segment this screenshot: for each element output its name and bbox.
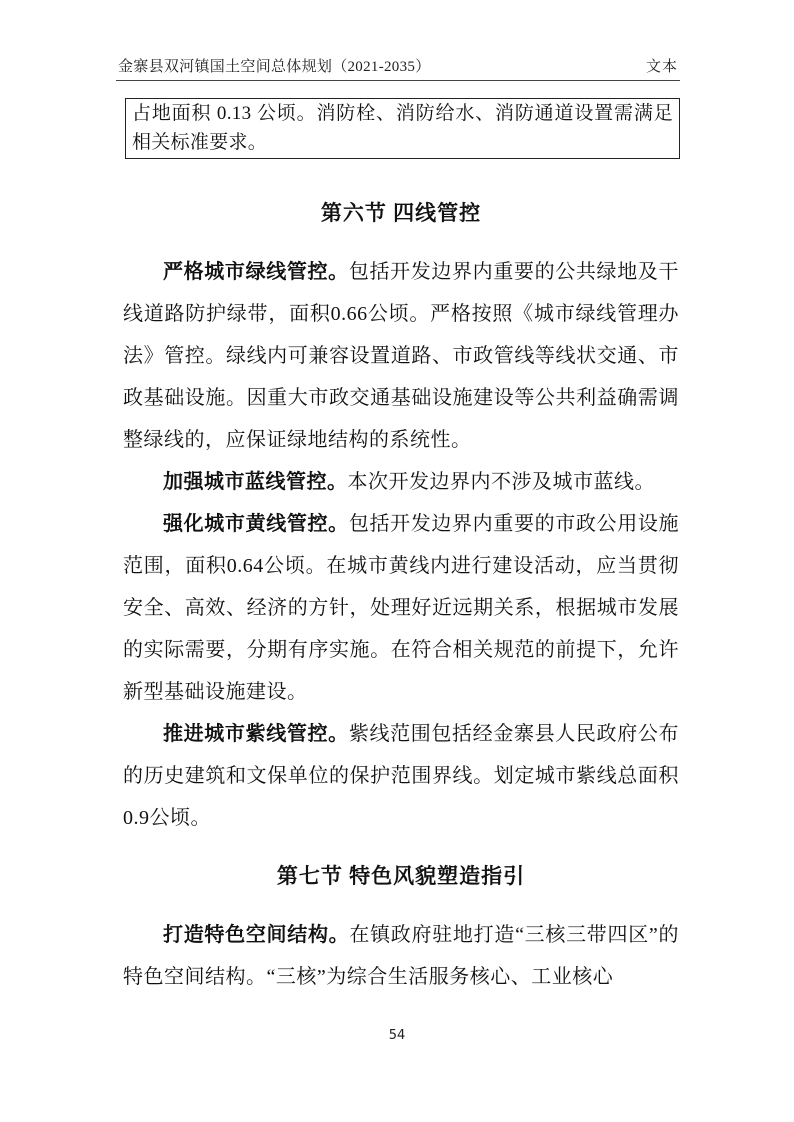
page-number: 54	[388, 1028, 406, 1043]
paragraph-lead: 打造特色空间结构。	[163, 924, 350, 946]
main-content	[123, 176, 679, 998]
running-header-section: 文本	[645, 59, 678, 75]
paragraph-lead: 严格城市绿线管控。	[163, 261, 349, 283]
section-title-four-lines: 第六节 四线管控	[320, 201, 482, 225]
header-divider	[116, 80, 680, 81]
paragraph-text: 包括开发边界内重要的市政公用设施范围，面积0.64公顷。在城市黄线内进行建设活动，应当贯彻安全、高效、经济的方针，处理好近远期关系，根据城市发展的实际需要，分期有序实施。在符合相关规范的前提下，允许新型基础设施建设。	[123, 513, 679, 703]
paragraph-text: 包括开发边界内重要的公共绿地及干线道路防护绿带，面积0.66公顷。严格按照《城市绿线管理办法》管控。绿线内可兼容设置道路、市政管线等线状交通、市政基础设施。因重大市政交通基础设施建设等公共利益确需调整绿线的，应保证绿地结构的系统性。	[123, 261, 679, 451]
paragraph-lead: 加强城市蓝线管控。	[163, 471, 348, 493]
section-title-landscape-guidance: 第七节 特色风貌塑造指引	[276, 864, 526, 888]
paragraph-text: 紫线范围包括经金寨县人民政府公布的历史建筑和文保单位的保护范围界线。划定城市紫线总面积0.9公顷。	[123, 723, 679, 829]
paragraph-green-line	[123, 251, 679, 461]
paragraph-text: 在镇政府驻地打造“三核三带四区”的特色空间结构。“三核”为综合生活服务核心、工业核心	[123, 924, 679, 988]
paragraph-lead: 强化城市黄线管控。	[163, 513, 349, 535]
paragraph-blue-line	[123, 461, 679, 503]
paragraph-spatial-structure	[123, 914, 679, 998]
paragraph-purple-line	[123, 713, 679, 839]
note-box	[125, 98, 680, 159]
note-box-text: 占地面积 0.13 公顷。消防栓、消防给水、消防通道设置需满足相关标准要求。	[132, 103, 673, 153]
paragraph-text: 本次开发边界内不涉及城市蓝线。	[347, 471, 655, 493]
paragraph-yellow-line	[123, 503, 679, 713]
running-header-title: 金寨县双河镇国土空间总体规划（2021-2035）	[118, 59, 431, 75]
paragraph-lead: 推进城市紫线管控。	[163, 723, 349, 745]
